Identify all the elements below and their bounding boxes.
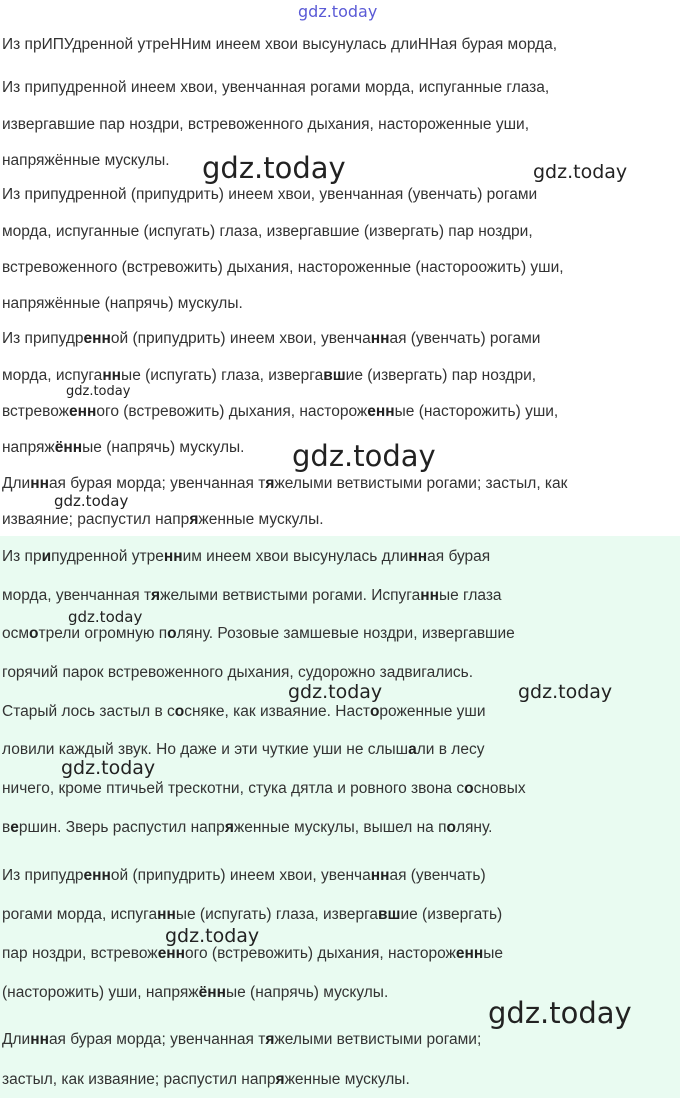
watermark-logo: gdz.today: [488, 996, 632, 1030]
watermark-logo: gdz.today: [61, 757, 156, 779]
watermark-logo: gdz.today: [533, 161, 628, 183]
text-line: морда, испуганные (испугать) глаза, извергавшие (извергать) пар ноздри,: [2, 223, 533, 240]
text-line: вершин. Зверь распустил напряженные мускулы, вышел на поляну.: [2, 819, 493, 836]
watermark-logo: gdz.today: [518, 681, 613, 703]
text-line: извергавшие пар ноздри, встревоженного дыхания, настороженные уши,: [2, 116, 529, 133]
text-line: Длинная бурая морда; увенчанная тяжелыми ветвистыми рогами;: [2, 1031, 482, 1048]
watermark-logo: gdz.today: [54, 492, 129, 510]
text-line: пар ноздри, встревоженного (встревожить) дыхания, настороженные: [2, 945, 504, 962]
text-line: ничего, кроме птичьей трескотни, стука дятла и ровного звона сосновых: [2, 780, 526, 797]
text-line: морда, увенчанная тяжелыми ветвистыми рогами. Испуганные глаза: [2, 587, 502, 604]
text-line: Длинная бурая морда; увенчанная тяжелыми ветвистыми рогами; застыл, как: [2, 475, 568, 492]
watermark-logo: gdz.today: [202, 151, 346, 185]
watermark-logo: gdz.today: [165, 925, 260, 947]
text-line: рогами морда, испуганные (испугать) глаза, извергавшие (извергать): [2, 906, 503, 923]
text-line: морда, испуганные (испугать) глаза, извергавшие (извергать) пар ноздри,: [2, 367, 537, 384]
watermark-logo: gdz.today: [298, 2, 378, 21]
text-line: застыл, как изваяние; распустил напряженные мускулы.: [2, 1071, 410, 1088]
text-line: напряжённые (напрячь) мускулы.: [2, 439, 245, 456]
text-line: Из припудренной (припудрить) инеем хвои, увенчанная (увенчать): [2, 867, 486, 884]
text-line: напряжённые (напрячь) мускулы.: [2, 295, 243, 312]
watermark-logo: gdz.today: [66, 384, 131, 399]
watermark-logo: gdz.today: [68, 608, 143, 626]
text-line: ловили каждый звук. Но даже и эти чуткие уши не слышали в лесу: [2, 741, 485, 758]
text-line: осмотрели огромную поляну. Розовые замшевые ноздри, извергавшие: [2, 625, 515, 642]
text-line: изваяние; распустил напряженные мускулы.: [2, 511, 324, 528]
text-line: Из припудренной (припудрить) инеем хвои, увенчанная (увенчать) рогами: [2, 186, 538, 203]
watermark-logo: gdz.today: [288, 681, 383, 703]
text-line: Из прИПУдренной утреННим инеем хвои высунулась длиННая бурая морда,: [2, 36, 558, 53]
text-line: Из припудренной инеем хвои, увенчанная рогами морда, испуганные глаза,: [2, 79, 550, 96]
text-line: Из припудренной утренним инеем хвои высунулась длинная бурая: [2, 548, 491, 565]
text-line: Из припудренной (припудрить) инеем хвои, увенчанная (увенчать) рогами: [2, 330, 541, 347]
text-line: встревоженного (встревожить) дыхания, настороженные (насторожить) уши,: [2, 403, 559, 420]
watermark-logo: gdz.today: [292, 439, 436, 473]
text-line: (насторожить) уши, напряжённые (напрячь) мускулы.: [2, 984, 389, 1001]
text-line: встревоженного (встревожить) дыхания, настороженные (настороожить) уши,: [2, 259, 564, 276]
text-line: горячий парок встревоженного дыхания, судорожно задвигались.: [2, 664, 474, 681]
text-line: напряжённые мускулы.: [2, 152, 170, 169]
text-line: Старый лось застыл в сосняке, как изваяние. Настороженные уши: [2, 703, 486, 720]
